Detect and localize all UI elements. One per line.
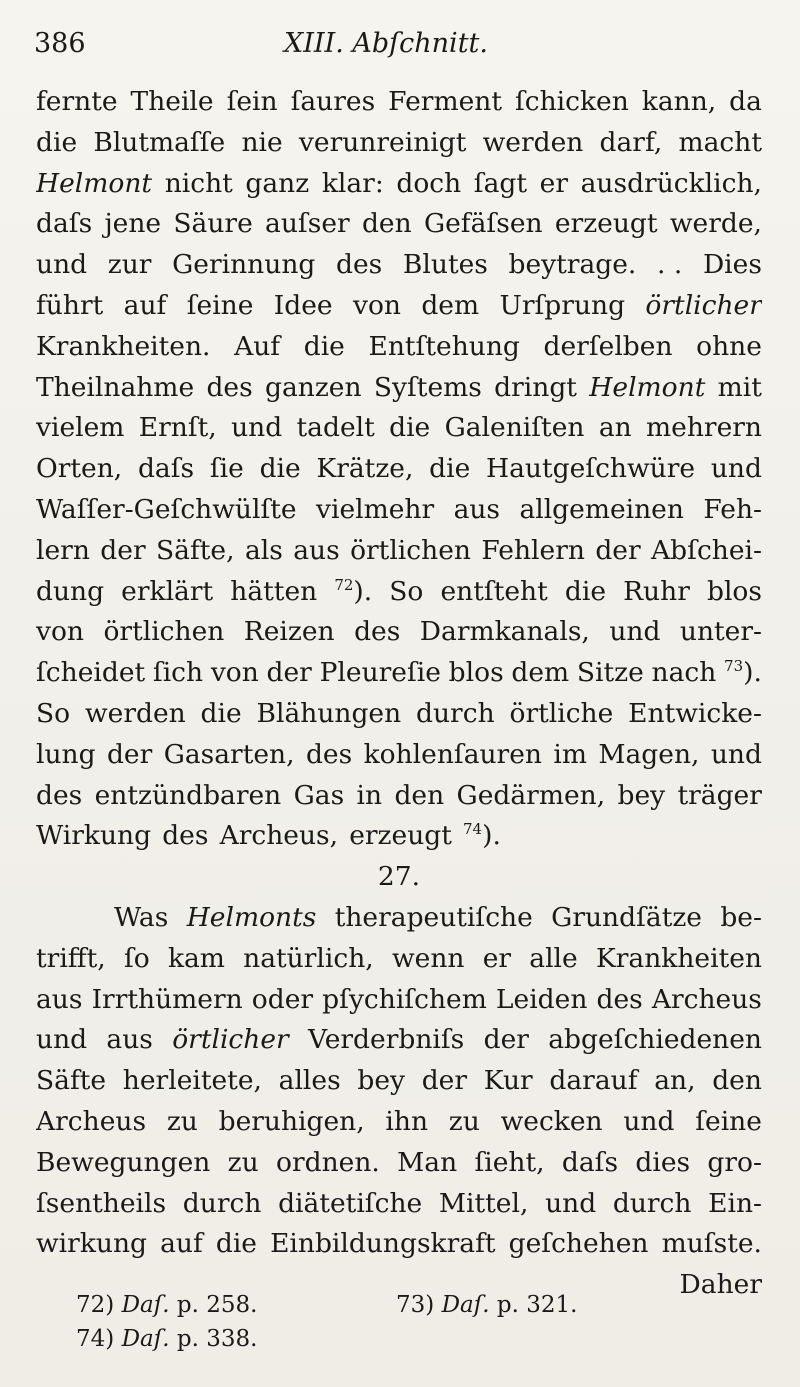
word: jene <box>104 208 162 240</box>
word: Krankheiten. <box>36 330 211 362</box>
word: führt <box>36 289 104 321</box>
word: ſein <box>226 86 278 117</box>
word: fernte <box>36 86 118 117</box>
word: und <box>710 738 762 770</box>
word: klar: <box>321 167 384 199</box>
word: kann, <box>641 86 717 117</box>
word: Ernſt, <box>138 412 217 444</box>
word: entzündbaren <box>94 779 282 811</box>
word: nie <box>241 126 283 158</box>
word: ſsentheils <box>36 1187 167 1219</box>
word: unter- <box>679 616 762 648</box>
word: die <box>389 412 431 444</box>
word: ſaures <box>290 86 376 117</box>
word: bey <box>357 1065 406 1097</box>
word: Entſtehung <box>368 330 520 362</box>
word: die <box>259 453 301 485</box>
word: im <box>553 738 587 770</box>
word: ſcheidet <box>36 657 146 689</box>
word: Blutmaſſe <box>93 126 226 158</box>
word: nicht <box>164 167 233 199</box>
word: ſo <box>123 942 150 974</box>
word: So <box>389 575 424 607</box>
word: lung <box>36 738 96 770</box>
text-line <box>36 204 762 245</box>
word: verunreinigt <box>298 126 467 158</box>
word: daſs <box>137 453 195 485</box>
text-line <box>36 612 762 653</box>
word: dringt <box>494 371 577 403</box>
word: ſich <box>152 657 204 689</box>
word: Syſtems <box>373 371 482 403</box>
word: örtlichen <box>103 616 225 648</box>
word: beytrage. <box>508 249 637 281</box>
word: Blähungen <box>256 697 402 729</box>
word: von <box>210 657 259 689</box>
word: Helmont <box>36 167 153 199</box>
word: Krankheiten <box>595 942 762 974</box>
word: durch <box>182 1187 262 1219</box>
word: Mittel, <box>438 1187 529 1219</box>
text-line <box>36 327 762 368</box>
text-line <box>36 123 762 164</box>
word: kohlenſauren <box>363 738 542 770</box>
word: natürlich, <box>243 942 374 974</box>
word: allgemeinen <box>519 493 684 525</box>
word: Reizen <box>243 616 335 648</box>
word: die <box>215 1228 257 1260</box>
word: in <box>356 779 383 811</box>
word: die <box>429 453 471 485</box>
word: Fehlern <box>481 534 585 566</box>
word: als <box>244 534 283 566</box>
section-number: 27. <box>377 861 421 893</box>
word: Pleureſie <box>319 657 441 689</box>
word: ſeine <box>186 289 254 321</box>
word: Magen, <box>598 738 700 770</box>
word: der <box>421 1065 468 1097</box>
word: trifft, <box>36 942 106 974</box>
word: des <box>305 738 353 770</box>
word: erzeugt <box>349 820 452 852</box>
running-head: XIII. Abſchnitt. <box>284 28 488 59</box>
text-line <box>36 694 762 735</box>
word: aus <box>106 1024 153 1056</box>
word: des <box>596 983 643 1015</box>
word: des <box>206 371 253 403</box>
footnote-72: 72) Daſ. p. 258. <box>76 1292 258 1318</box>
word: die <box>303 330 345 362</box>
word: So <box>36 697 71 729</box>
word: Blutes <box>402 249 488 281</box>
word: hätten <box>230 575 318 607</box>
footnote-73: 73) Daſ. p. 321. <box>396 1292 578 1318</box>
word: der <box>100 534 146 566</box>
word: Archeus <box>651 983 762 1015</box>
word: den <box>712 1065 762 1097</box>
word: den <box>361 208 412 240</box>
word: von <box>352 289 401 321</box>
word: abgeſchiedenen <box>548 1024 762 1056</box>
word: nach <box>651 657 717 689</box>
text-line <box>36 368 762 409</box>
word: des <box>162 820 209 852</box>
word: durch <box>612 1187 692 1219</box>
word: ſchicken <box>514 86 629 117</box>
word: beruhigen, <box>218 1105 365 1137</box>
word: lern <box>36 534 90 566</box>
footnote-74: 74) Daſ. p. 338. <box>76 1326 258 1352</box>
word: alle <box>529 942 578 974</box>
word: und <box>36 249 88 281</box>
word: vielmehr <box>316 493 435 525</box>
word: des <box>354 616 401 648</box>
word: daſs <box>36 208 93 240</box>
word: Ferment <box>388 86 502 117</box>
word: der <box>595 534 641 566</box>
text-line <box>36 490 762 531</box>
word: werden <box>482 126 584 158</box>
word: tadelt <box>296 412 375 444</box>
word: durch <box>416 697 495 729</box>
word: $^{73}$). <box>724 657 762 689</box>
word: der <box>106 738 153 770</box>
word: dem <box>511 657 570 689</box>
word: da <box>729 86 762 117</box>
word: Gerinnung <box>172 249 316 281</box>
word: Theilnahme <box>36 371 195 403</box>
word: er <box>539 167 568 199</box>
word: ohne <box>696 330 762 362</box>
word: örtliche <box>509 697 614 729</box>
word: oder <box>251 983 314 1015</box>
word: vielem <box>36 412 125 444</box>
word: Säfte <box>36 1065 107 1097</box>
word: Ruhr <box>623 575 690 607</box>
word: und <box>36 1024 88 1056</box>
word: dung <box>36 575 105 607</box>
word: Gefäſsen <box>423 208 543 240</box>
text-line <box>36 653 762 694</box>
word: des <box>336 249 383 281</box>
word: Wirkung <box>36 820 152 852</box>
word: auſser <box>265 208 350 240</box>
word: Bewegungen <box>36 1146 211 1178</box>
word: therapeutiſche <box>334 901 533 933</box>
word: des <box>36 779 83 811</box>
text-line <box>36 1020 762 1061</box>
word: Gas <box>293 779 345 811</box>
text-line <box>36 898 762 939</box>
word: Idee <box>273 289 333 321</box>
word: ſeine <box>695 1105 762 1137</box>
word: und <box>231 412 283 444</box>
word: örtlichen <box>350 534 471 566</box>
text-line <box>36 1184 762 1225</box>
text-line <box>36 816 762 857</box>
word: $^{72}$). <box>334 575 373 607</box>
word: der <box>266 657 312 689</box>
word: Darmkanals, <box>419 616 590 648</box>
text-line <box>36 164 762 205</box>
word: Helmonts <box>186 901 317 933</box>
word: ihn <box>385 1105 429 1137</box>
word: ganz <box>245 167 310 199</box>
word: Waſſer-Geſchwülſte <box>36 493 297 525</box>
text-line <box>36 286 762 327</box>
word: ſie <box>209 453 244 485</box>
text-line <box>36 980 762 1021</box>
word: Entwicke- <box>628 697 762 729</box>
word: muſste. <box>661 1228 762 1260</box>
word: be- <box>720 901 762 933</box>
word: Gasarten, <box>163 738 295 770</box>
word: Theile <box>130 86 214 117</box>
word: darauf <box>549 1065 638 1097</box>
word: Helmont <box>589 371 706 403</box>
text-line <box>36 776 762 817</box>
word: herleitete, <box>122 1065 262 1097</box>
word: ganzen <box>265 371 362 403</box>
text-line <box>36 1143 762 1184</box>
word: erklärt <box>121 575 214 607</box>
word: Dies <box>702 249 762 281</box>
word: entſteht <box>440 575 548 607</box>
word: diätetiſche <box>278 1187 423 1219</box>
word: ſagt <box>473 167 528 199</box>
word: Archeus, <box>219 820 339 852</box>
word: Abſchei- <box>651 534 762 566</box>
text-line <box>36 1061 762 1102</box>
word: Feh- <box>703 493 762 525</box>
word: von <box>36 616 84 648</box>
word: dem <box>421 289 480 321</box>
word: Galeniſten <box>444 412 585 444</box>
text-line <box>36 82 762 123</box>
word: werde, <box>669 208 762 240</box>
text-line <box>36 735 762 776</box>
word: Irrthümern <box>91 983 243 1015</box>
word: Urſprung <box>499 289 626 321</box>
word: Säfte, <box>156 534 235 566</box>
page-header <box>34 26 760 62</box>
word: geſchehen <box>508 1228 649 1260</box>
word: Archeus <box>36 1105 147 1137</box>
word: und <box>545 1187 597 1219</box>
word: der <box>483 1024 529 1056</box>
word: Säure <box>173 208 253 240</box>
word: zu <box>227 1146 259 1178</box>
word: darf, <box>599 126 663 158</box>
word: und <box>609 616 661 648</box>
word: kam <box>167 942 225 974</box>
word: die <box>36 126 78 158</box>
word: ſieht, <box>474 1146 545 1178</box>
word: Orten, <box>36 453 123 485</box>
word: blos <box>448 657 504 689</box>
word: wenn <box>391 942 465 974</box>
word: aus <box>36 983 83 1015</box>
word: an <box>598 412 632 444</box>
word: die <box>564 575 606 607</box>
text-line <box>36 408 762 449</box>
footnotes <box>76 1288 696 1356</box>
word: auf <box>160 1228 203 1260</box>
word: die <box>200 697 242 729</box>
word: an, <box>654 1065 696 1097</box>
text-line <box>36 1102 762 1143</box>
word: wirkung <box>36 1228 147 1260</box>
word: zu <box>448 1105 480 1137</box>
page-number: 386 <box>34 28 86 59</box>
word: zu <box>166 1105 198 1137</box>
text-line <box>36 449 762 490</box>
word: bey <box>617 779 666 811</box>
text-line <box>36 245 762 286</box>
word: träger <box>677 779 762 811</box>
word: pſychiſchem <box>322 983 487 1015</box>
word: Gedärmen, <box>456 779 606 811</box>
word: macht <box>678 126 762 158</box>
word: Kur <box>483 1065 533 1097</box>
word: dies <box>635 1146 691 1178</box>
word: Hautgeſchwüre <box>486 453 696 485</box>
word: blos <box>706 575 762 607</box>
word: erzeugt <box>554 208 658 240</box>
word: Auf <box>234 330 281 362</box>
text-line <box>36 939 762 980</box>
word: gro- <box>707 1146 762 1178</box>
word: wecken <box>500 1105 603 1137</box>
word: und <box>623 1105 675 1137</box>
word: . . <box>657 249 683 281</box>
word: $^{74}$). <box>463 820 501 852</box>
word: mehrern <box>646 412 762 444</box>
word: werden <box>84 697 186 729</box>
word: Was <box>114 901 169 933</box>
word: doch <box>396 167 462 199</box>
word: Sitze <box>576 657 644 689</box>
catchword: Daher <box>679 1269 762 1301</box>
word: alles <box>278 1065 341 1097</box>
text-line <box>36 572 762 613</box>
word: den <box>394 779 445 811</box>
word: Man <box>397 1146 458 1178</box>
word: ausdrücklich, <box>580 167 762 199</box>
word: auf <box>123 289 167 321</box>
word: Verderbniſs <box>308 1024 465 1056</box>
body-text <box>36 82 762 1306</box>
text-line <box>36 1224 762 1265</box>
word: Einbildungskraft <box>270 1228 496 1260</box>
word: er <box>482 942 512 974</box>
word: derſelben <box>543 330 673 362</box>
word: aus <box>293 534 340 566</box>
word: ordnen. <box>276 1146 380 1178</box>
word: Krätze, <box>316 453 414 485</box>
word: mit <box>717 371 762 403</box>
word: örtlicher <box>645 289 762 321</box>
word: Ein- <box>708 1187 762 1219</box>
word: aus <box>453 493 501 525</box>
word: daſs <box>561 1146 619 1178</box>
word: Grundſätze <box>551 901 702 933</box>
word: örtlicher <box>172 1024 289 1056</box>
word: Leiden <box>495 983 588 1015</box>
word: und <box>710 453 762 485</box>
word: zur <box>107 249 152 281</box>
text-line <box>36 531 762 572</box>
